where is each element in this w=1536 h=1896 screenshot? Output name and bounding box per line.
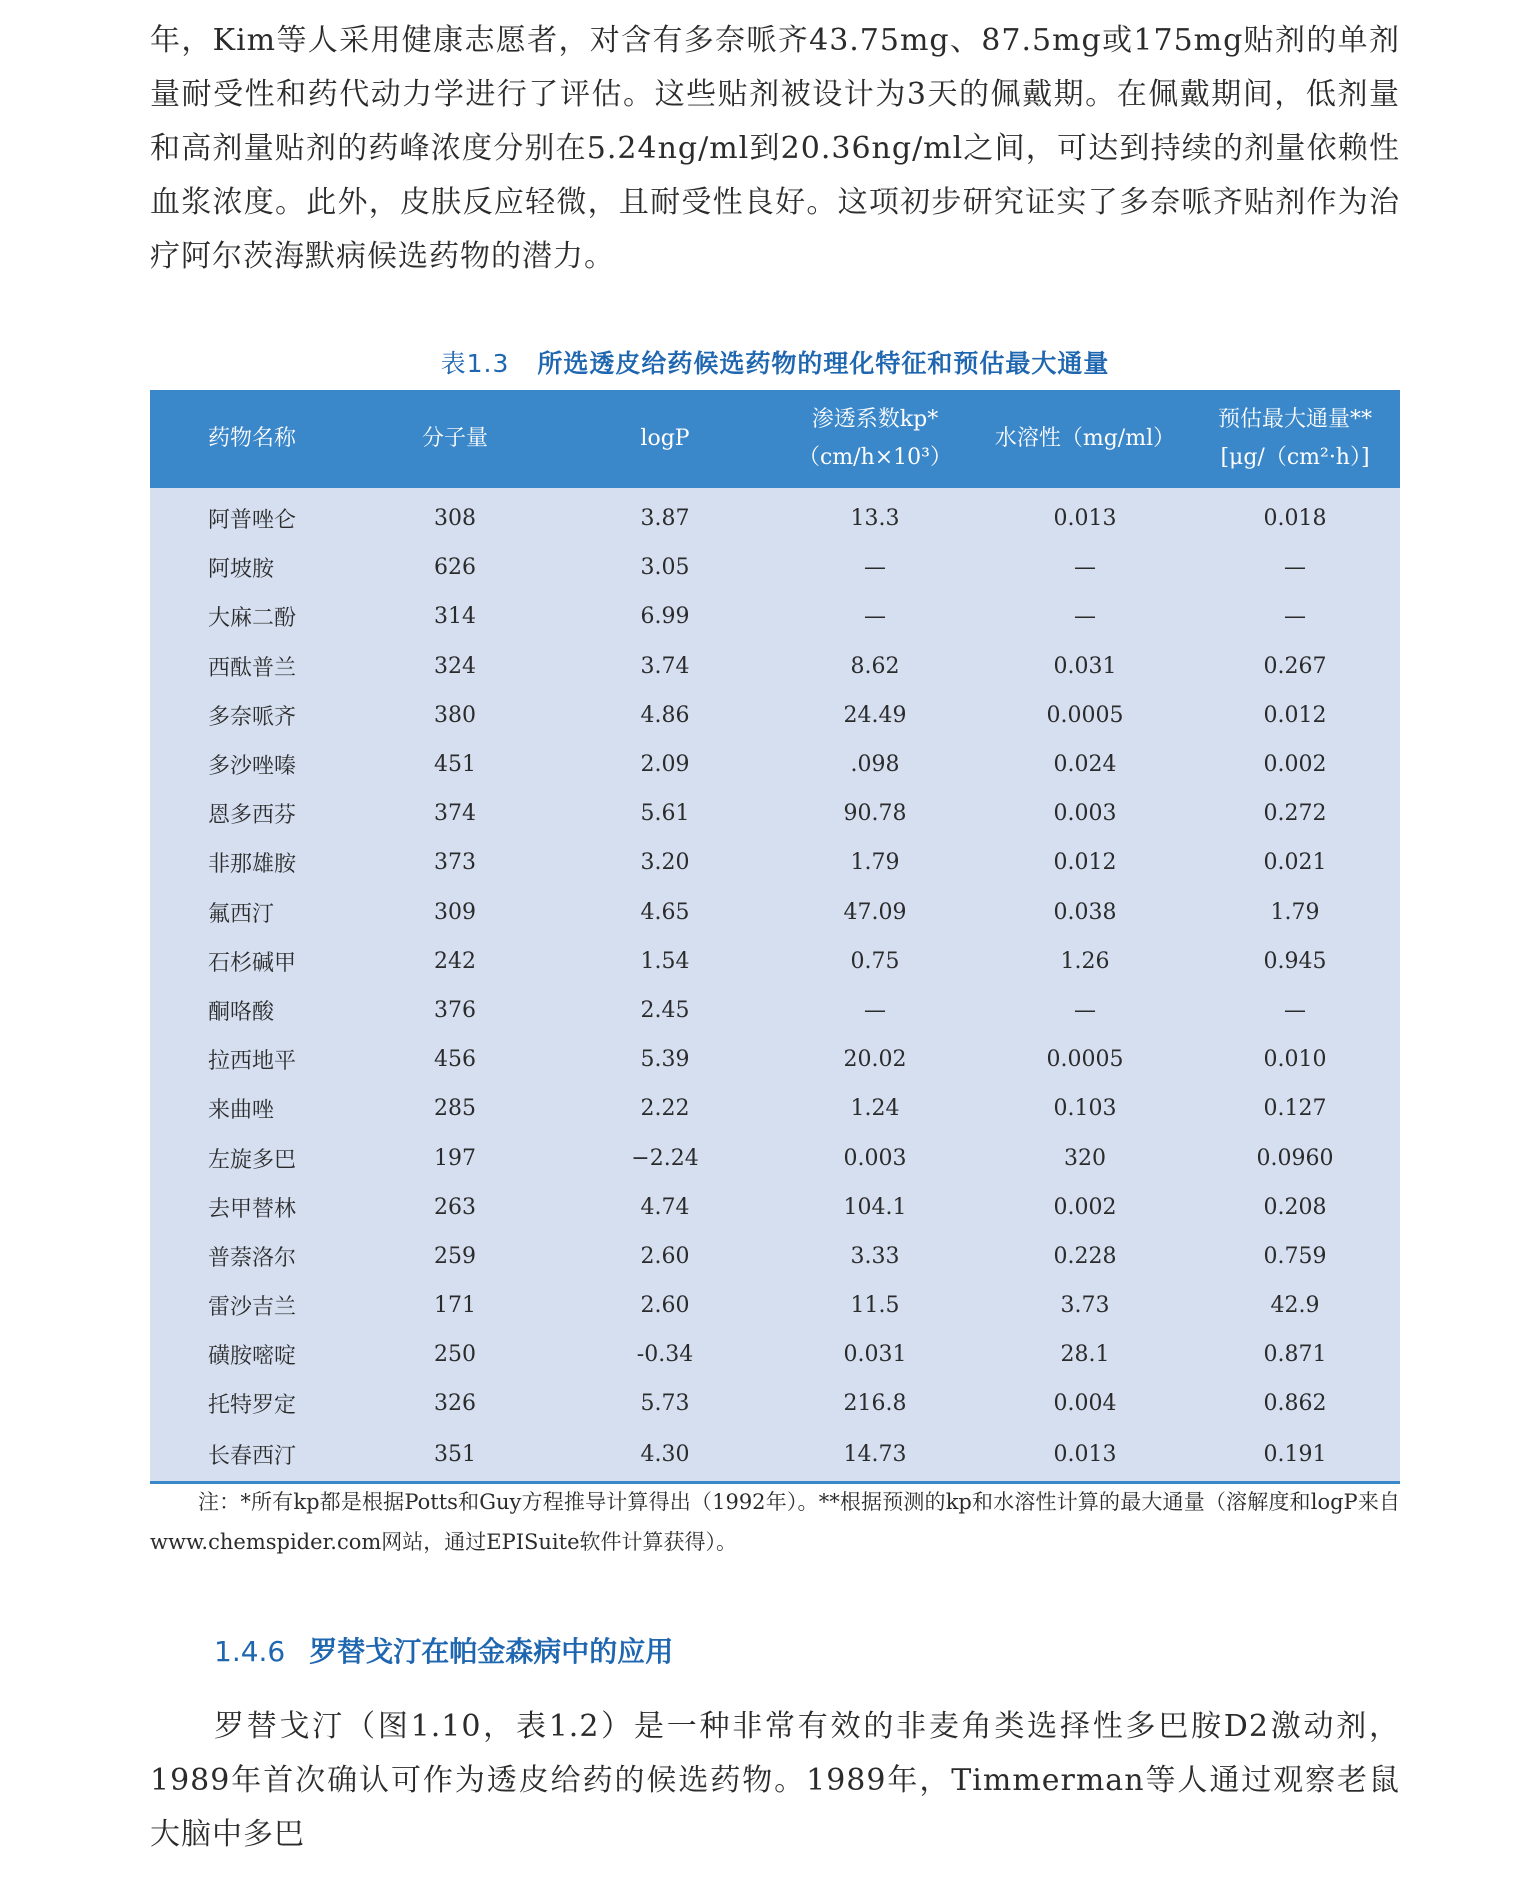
table-cell: 0.021 (1263, 850, 1327, 876)
table-cell: 多奈哌齐 (208, 704, 297, 730)
table-cell: — (864, 555, 886, 581)
table-cell: 0.862 (1263, 1391, 1327, 1417)
section-heading (214, 1630, 673, 1670)
table-cell: 373 (434, 850, 476, 876)
intro-paragraph: 年，Kim等人采用健康志愿者，对含有多奈哌齐43.75mg、87.5mg或175mg贴剂的单剂量耐受性和药代动力学进行了评估。这些贴剂被设计为3天的佩戴期。在佩戴期间，低剂量和高剂量贴剂的药峰浓度分别在5.24ng/ml到20.36ng/ml之间，可达到持续的剂量依赖性血浆浓度。此外，皮肤反应轻微，且耐受性良好。这项初步研究证实了多奈哌齐贴剂作为治疗阿尔茨海默病候选药物的潜力。 (150, 23, 1400, 274)
table-cell: 250 (434, 1342, 476, 1368)
table-cell: 2.60 (640, 1293, 690, 1319)
table-cell: 47.09 (843, 899, 907, 925)
table-cell: 2.09 (640, 752, 690, 778)
table-cell: 326 (434, 1391, 476, 1417)
table-cell: 3.20 (640, 850, 690, 876)
table-note: 注：*所有kp都是根据Potts和Guy方程推导计算得出（1992年）。**根据预测的kp和水溶性计算的最大通量（溶解度和logP来自www.chemspider.com网站，通过EPISuite软件计算获得）。 (150, 1490, 1400, 1554)
table-cell: 0.012 (1053, 850, 1117, 876)
table-cell: — (1074, 555, 1096, 581)
table-row (150, 1379, 1400, 1428)
table-cell: 4.65 (640, 899, 690, 925)
table-cell: 普萘洛尔 (208, 1245, 297, 1271)
table-cell: 0.024 (1053, 752, 1117, 778)
table-cell: 托特罗定 (208, 1393, 297, 1419)
table-cell: 左旋多巴 (208, 1147, 297, 1173)
table-row (150, 1133, 1400, 1182)
section-title: 罗替戈汀在帕金森病中的应用 (309, 1635, 674, 1668)
table-cell: 1.24 (850, 1096, 900, 1122)
table-cell: 0.0960 (1256, 1145, 1334, 1171)
table-cell: — (864, 604, 886, 630)
table-cell: -0.34 (636, 1342, 694, 1368)
table-cell: 11.5 (850, 1293, 900, 1319)
table-cell: 0.191 (1190, 1429, 1400, 1483)
table-cell: 酮咯酸 (208, 999, 275, 1025)
table-cell: 320 (1064, 1145, 1106, 1171)
table-cell: 长春西汀 (150, 1429, 350, 1483)
table-cell: 0.208 (1263, 1194, 1327, 1220)
table-caption-title: 所选透皮给药候选药物的理化特征和预估最大通量 (537, 349, 1110, 378)
table-cell: 恩多西芬 (208, 803, 297, 829)
table-cell: 3.05 (640, 555, 690, 581)
header-permeability: 渗透系数kp* （cm/h×10³） (797, 407, 952, 470)
table-cell: 0.0005 (1046, 702, 1124, 728)
table-cell: 1.79 (1270, 899, 1320, 925)
table-cell: 314 (434, 604, 476, 630)
table-cell: 263 (434, 1194, 476, 1220)
table-cell: 8.62 (850, 653, 900, 679)
table-cell: 28.1 (1060, 1342, 1110, 1368)
table-cell: 14.73 (770, 1429, 980, 1483)
table-cell: 3.74 (640, 653, 690, 679)
table-row (150, 740, 1400, 789)
table-caption-number: 表1.3 (440, 349, 510, 378)
table-cell: 0.031 (843, 1342, 907, 1368)
table-cell: 阿坡胺 (208, 557, 275, 583)
table-row (150, 592, 1400, 641)
table-cell: 多沙唑嗪 (208, 754, 297, 780)
table-cell: 3.87 (640, 506, 690, 532)
table-cell: 0.013 (1053, 506, 1117, 532)
table-cell: 0.004 (1053, 1391, 1117, 1417)
table-cell: 171 (434, 1293, 476, 1319)
table-row (150, 1035, 1400, 1084)
header-molecular-weight: 分子量 (421, 426, 488, 451)
table-cell: 3.33 (850, 1243, 900, 1269)
table-cell: 0.103 (1053, 1096, 1117, 1122)
table-row (150, 789, 1400, 838)
table-cell: 拉西地平 (208, 1049, 297, 1075)
table-cell: 242 (434, 948, 476, 974)
table-cell: 197 (434, 1145, 476, 1171)
table-cell: 380 (434, 702, 476, 728)
table-row (150, 986, 1400, 1035)
table-cell: 去甲替林 (208, 1196, 297, 1222)
table-cell: 90.78 (843, 801, 907, 827)
table-cell: 0.002 (1263, 752, 1327, 778)
table-cell: 309 (434, 899, 476, 925)
table-cell: 216.8 (843, 1391, 907, 1417)
table-row (150, 488, 1400, 543)
header-solubility: 水溶性（mg/ml） (994, 426, 1176, 451)
table-cell: 5.39 (640, 1047, 690, 1073)
table-cell: 456 (434, 1047, 476, 1073)
table-cell: 0.013 (980, 1429, 1190, 1483)
table-cell: 0.945 (1263, 948, 1327, 974)
header-max-flux: 预估最大通量** [μg/（cm²·h）] (1217, 407, 1372, 470)
table-cell: 0.002 (1053, 1194, 1117, 1220)
table-cell: 0.0005 (1046, 1047, 1124, 1073)
table-row (150, 642, 1400, 691)
table-row (150, 1429, 1400, 1483)
table-cell: 6.99 (640, 604, 690, 630)
table-cell: 4.30 (560, 1429, 770, 1483)
table-cell: 374 (434, 801, 476, 827)
table-cell: 0.272 (1263, 801, 1327, 827)
table-cell: 4.86 (640, 702, 690, 728)
table-cell: 0.018 (1263, 506, 1327, 532)
table-row (150, 1330, 1400, 1379)
table-cell: 376 (434, 997, 476, 1023)
table-cell: 雷沙吉兰 (208, 1295, 297, 1321)
table-cell: 351 (350, 1429, 560, 1483)
table-cell: 13.3 (850, 506, 900, 532)
table-cell: 大麻二酚 (208, 606, 297, 632)
table-cell: 308 (434, 506, 476, 532)
table-cell: −2.24 (631, 1145, 699, 1171)
table-cell: 451 (434, 752, 476, 778)
table-cell: 0.871 (1263, 1342, 1327, 1368)
table-cell: 4.74 (640, 1194, 690, 1220)
table-cell: 0.127 (1263, 1096, 1327, 1122)
table-cell: 285 (434, 1096, 476, 1122)
table-cell: 0.228 (1053, 1243, 1117, 1269)
table-cell: 259 (434, 1243, 476, 1269)
table-cell: 0.003 (843, 1145, 907, 1171)
table-cell: 阿普唑仑 (208, 508, 297, 534)
table-cell: 1.54 (640, 948, 690, 974)
table-cell: 24.49 (843, 702, 907, 728)
header-logp: logP (640, 426, 690, 451)
table-cell: 5.73 (640, 1391, 690, 1417)
table-cell: 石杉碱甲 (208, 950, 297, 976)
table-cell: — (1284, 604, 1306, 630)
table-cell: 1.79 (850, 850, 900, 876)
table-cell: 5.61 (640, 801, 690, 827)
table-cell: 20.02 (843, 1047, 907, 1073)
table-cell: 0.038 (1053, 899, 1117, 925)
section-number: 1.4.6 (214, 1635, 286, 1668)
table-header-row (150, 390, 1400, 488)
table-cell: .098 (850, 752, 900, 778)
table-cell: 西酞普兰 (208, 655, 297, 681)
table-row (150, 1232, 1400, 1281)
table-row (150, 838, 1400, 887)
table-cell: 磺胺嘧啶 (208, 1344, 297, 1370)
data-table (150, 390, 1400, 1484)
table-cell: 0.267 (1263, 653, 1327, 679)
table-caption (150, 344, 1400, 380)
table-cell: 1.26 (1060, 948, 1110, 974)
table-cell: 42.9 (1270, 1293, 1320, 1319)
table-cell: — (1074, 604, 1096, 630)
table-cell: 0.75 (850, 948, 900, 974)
table-cell: 2.60 (640, 1243, 690, 1269)
table-cell: 0.012 (1263, 702, 1327, 728)
section-paragraph: 罗替戈汀（图1.10，表1.2）是一种非常有效的非麦角类选择性多巴胺D2激动剂，1989年首次确认可作为透皮给药的候选药物。1989年，Timmerman等人通过观察老鼠大脑中多巴 (150, 1709, 1400, 1852)
table-cell: — (864, 997, 886, 1023)
table-cell: 324 (434, 653, 476, 679)
table-cell: — (1074, 997, 1096, 1023)
table-row (150, 888, 1400, 937)
table-cell: 0.003 (1053, 801, 1117, 827)
table-cell: 非那雄胺 (208, 852, 297, 878)
table-cell: 3.73 (1060, 1293, 1110, 1319)
table-cell: 2.45 (640, 997, 690, 1023)
table-cell: 626 (434, 555, 476, 581)
table-cell: — (1284, 997, 1306, 1023)
header-drug-name: 药物名称 (208, 426, 297, 451)
table-row (150, 1183, 1400, 1232)
table-cell: 0.010 (1263, 1047, 1327, 1073)
table-row (150, 691, 1400, 740)
table-row (150, 937, 1400, 986)
table-cell: 氟西汀 (208, 901, 275, 927)
table-cell: 2.22 (640, 1096, 690, 1122)
table-cell: 0.031 (1053, 653, 1117, 679)
table-cell: 104.1 (843, 1194, 907, 1220)
table-row (150, 1281, 1400, 1330)
table-cell: 来曲唑 (208, 1098, 275, 1124)
table-row (150, 543, 1400, 592)
table-row (150, 1084, 1400, 1133)
table-cell: — (1284, 555, 1306, 581)
table-cell: 0.759 (1263, 1243, 1327, 1269)
